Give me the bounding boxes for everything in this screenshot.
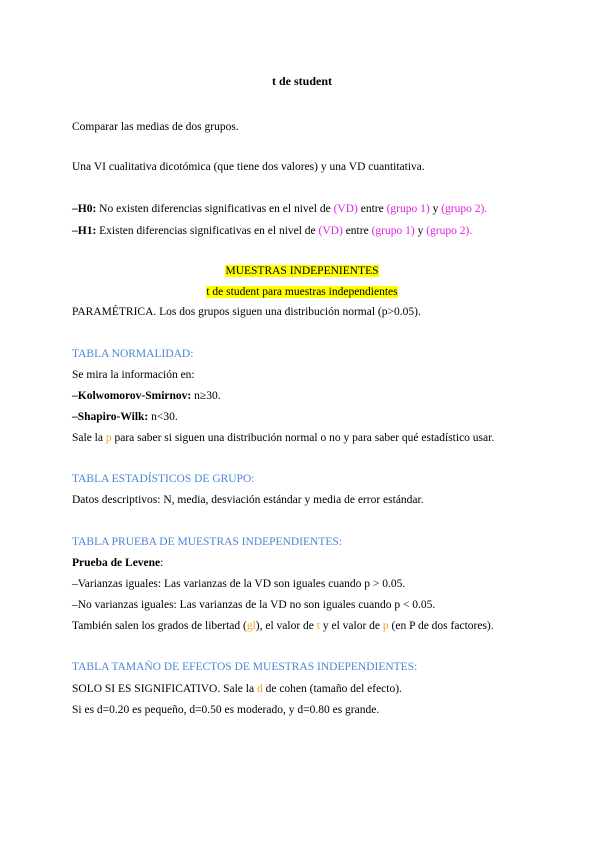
h0-end: .: [484, 203, 488, 215]
section-title: MUESTRAS INDEPENIENTES: [225, 265, 379, 277]
hypothesis-h1: [72, 224, 472, 238]
indep-also: [72, 619, 494, 633]
h1-group2: (grupo 2): [426, 225, 470, 237]
also-d: (en P de dos factores).: [388, 620, 494, 632]
sw-text: n<30.: [148, 411, 178, 423]
h0-group1: (grupo 1): [386, 203, 430, 215]
variables-text: Una VI cualitativa dicotómica (que tiene dos valores) y una VD cuantitativa.: [72, 161, 425, 173]
section-subtitle-wrap: [72, 285, 532, 299]
h0-text-b: entre: [357, 203, 387, 215]
h1-text-a: Existen diferencias significativas en el nivel de: [96, 225, 319, 237]
levene-not-equal: –No varianzas iguales: Las varianzas de la VD no son iguales cuando p < 0.05.: [72, 599, 436, 611]
also-gl: gl: [246, 620, 256, 632]
h0-text-c: y: [429, 203, 442, 215]
ks-text: n≥30.: [191, 390, 221, 402]
h1-label: –H1:: [72, 225, 97, 237]
group-stats-heading: TABLA ESTADÍSTICOS DE GRUPO:: [72, 473, 255, 485]
h1-text-b: entre: [342, 225, 372, 237]
section-subtitle: t de student para muestras independientes: [206, 286, 398, 298]
normality-sale: [72, 431, 494, 445]
normality-ks: [72, 389, 221, 403]
document-page: [72, 0, 532, 848]
indep-heading: TABLA PRUEBA DE MUESTRAS INDEPENDIENTES:: [72, 536, 342, 548]
also-p: p: [382, 620, 389, 632]
section-title-wrap: [72, 264, 532, 278]
effect-line2: Si es d=0.20 es pequeño, d=0.50 es moderado, y d=0.80 es grande.: [72, 704, 380, 716]
levene-colon: :: [160, 557, 164, 569]
also-t: t: [316, 620, 320, 632]
effect-line1: [72, 682, 402, 696]
h1-group1: (grupo 1): [371, 225, 415, 237]
parametric-text: PARAMÉTRICA. Los dos grupos siguen una distribución normal (p>0.05).: [72, 306, 421, 318]
also-c: y el valor de: [320, 620, 383, 632]
sale-a: Sale la: [72, 432, 106, 444]
normality-line1: Se mira la información en:: [72, 369, 195, 381]
h1-text-c: y: [414, 225, 427, 237]
hypothesis-h0: [72, 202, 487, 216]
h0-text-a: No existen diferencias significativas en el nivel de: [96, 203, 334, 215]
intro-text: Comparar las medias de dos grupos.: [72, 121, 239, 133]
h1-end: .: [469, 225, 473, 237]
h0-group2: (grupo 2): [441, 203, 485, 215]
effect-b: de cohen (tamaño del efecto).: [262, 683, 402, 695]
normality-heading: TABLA NORMALIDAD:: [72, 348, 194, 360]
group-stats-text: Datos descriptivos: N, media, desviación estándar y media de error estándar.: [72, 494, 424, 506]
sale-b: para saber si siguen una distribución normal o no y para saber qué estadístico usar.: [111, 432, 495, 444]
also-b: ), el valor de: [255, 620, 317, 632]
normality-sw: [72, 410, 178, 424]
ks-label: –Kolwomorov-Smirnov:: [72, 390, 192, 402]
effect-heading: TABLA TAMAÑO DE EFECTOS DE MUESTRAS INDEPENDIENTES:: [72, 661, 418, 673]
sw-label: –Shapiro-Wilk:: [72, 411, 149, 423]
levene-equal: –Varianzas iguales: Las varianzas de la VD son iguales cuando p > 0.05.: [72, 578, 406, 590]
sale-p: p: [105, 432, 112, 444]
page-title: t de student: [271, 74, 332, 88]
effect-d: d: [256, 683, 263, 695]
also-a: También salen los grados de libertad (: [72, 620, 247, 632]
h0-vd: (VD): [333, 203, 358, 215]
h1-vd: (VD): [318, 225, 343, 237]
levene-label: Prueba de Levene: [72, 557, 161, 569]
h0-label: –H0:: [72, 203, 97, 215]
levene-line: [72, 556, 163, 570]
effect-a: SOLO SI ES SIGNIFICATIVO. Sale la: [72, 683, 257, 695]
